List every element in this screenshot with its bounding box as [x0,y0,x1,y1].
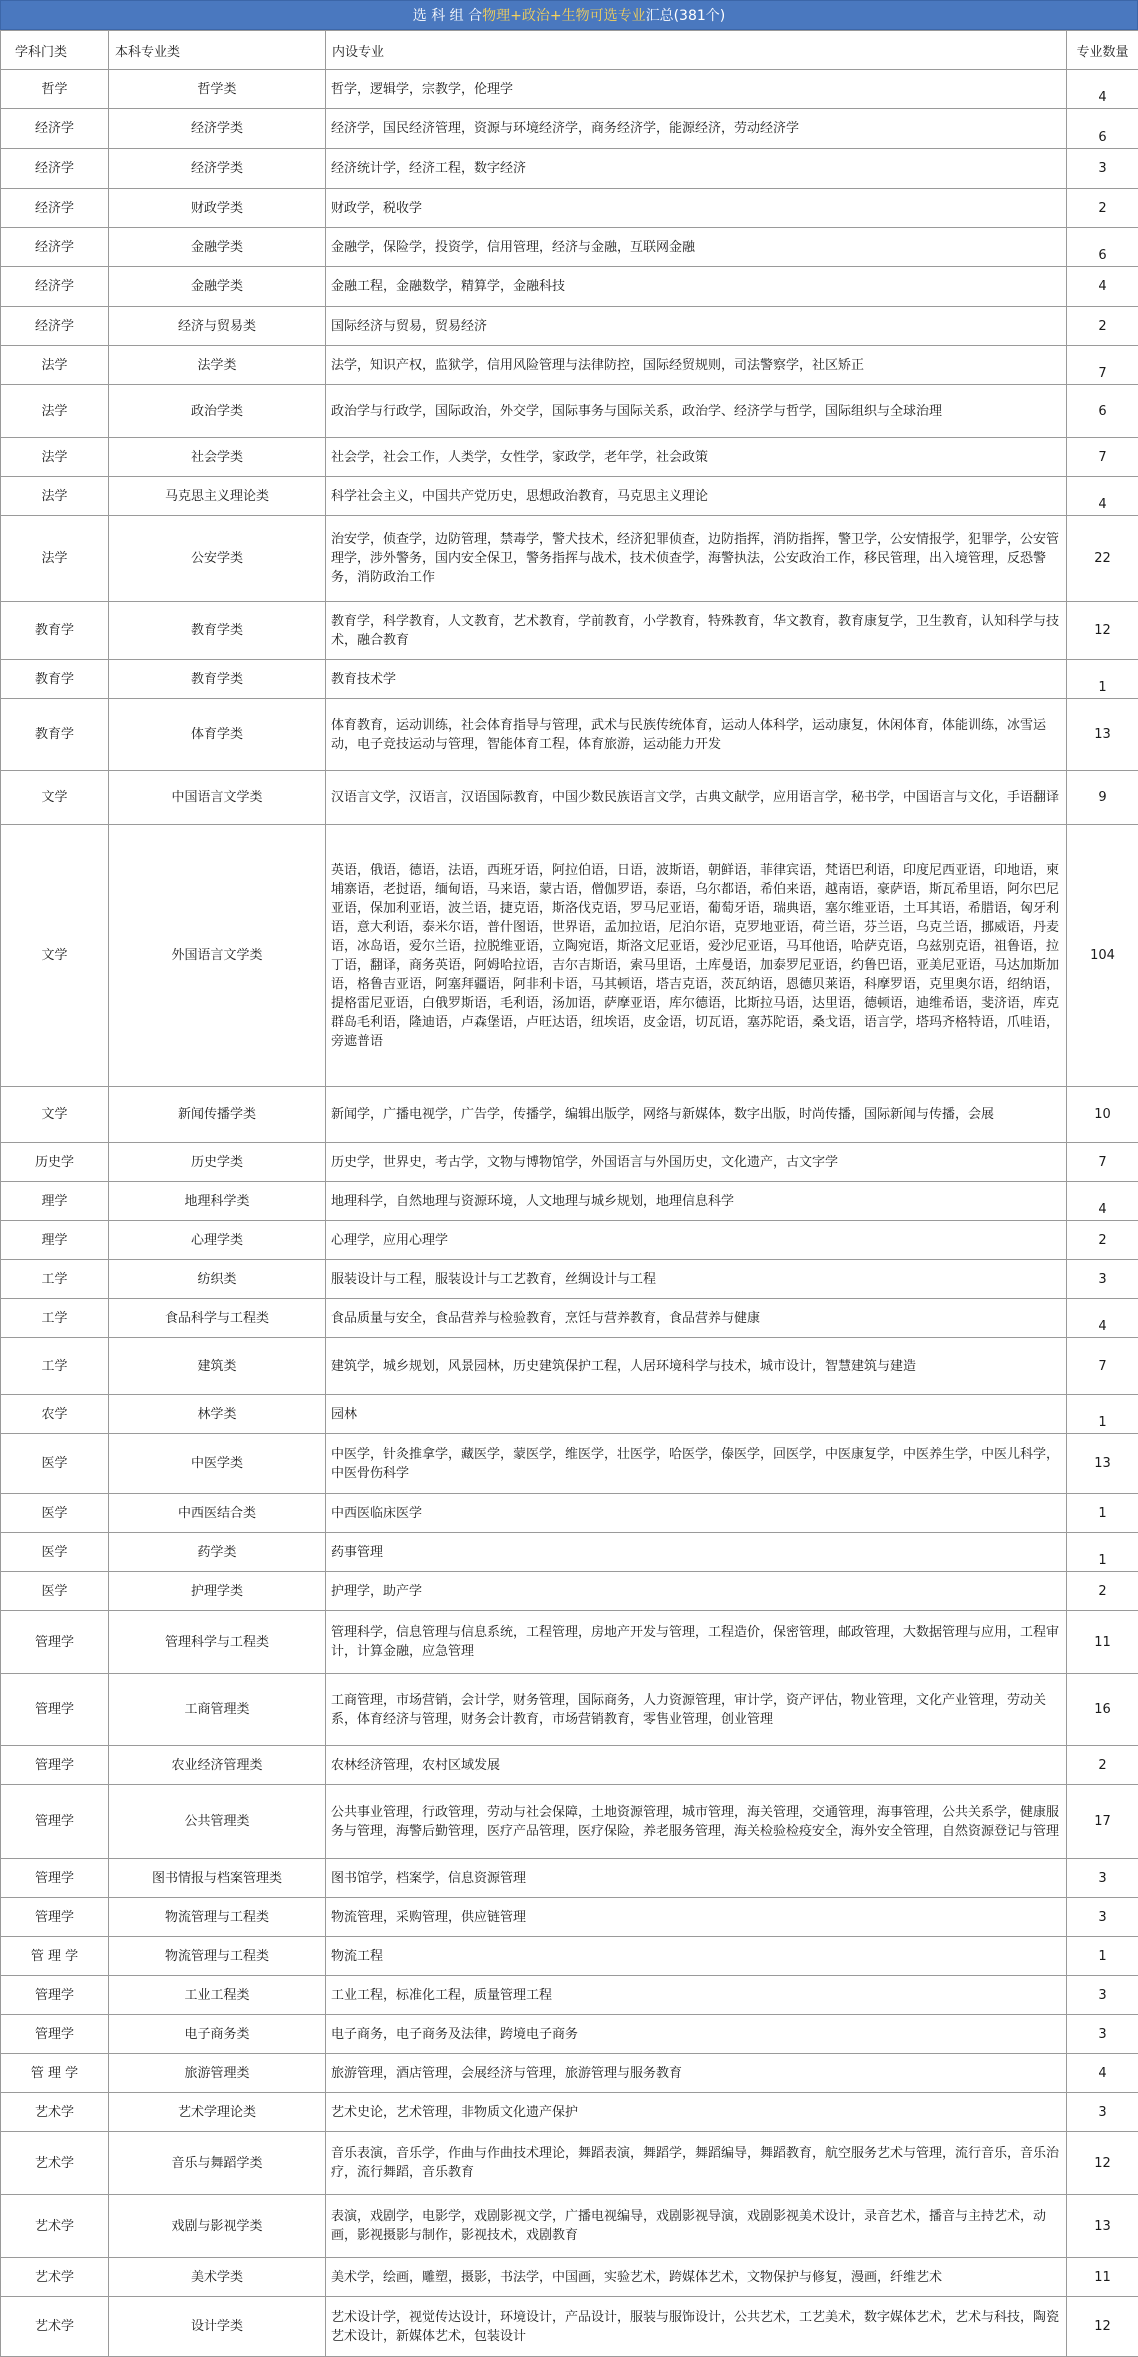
table-row [1,1338,1138,1395]
count-cell: 16 [1067,1674,1138,1746]
major-class-cell: 历史学类 [109,1143,326,1182]
major-class-cell: 物流管理与工程类 [109,1937,326,1976]
table-row [1,1221,1138,1260]
count-cell: 4 [1067,70,1138,109]
table-row [1,699,1138,771]
category-cell: 经济学 [1,149,109,189]
category-cell: 农学 [1,1395,109,1434]
table-row [1,1143,1138,1182]
category-cell: 医学 [1,1572,109,1611]
majors-cell: 建筑学，城乡规划，风景园林，历史建筑保护工程，人居环境科学与技术，城市设计，智慧建筑与建造 [326,1338,1067,1395]
majors-cell: 哲学，逻辑学，宗教学，伦理学 [326,70,1067,109]
count-cell: 7 [1067,1338,1138,1395]
majors-cell: 法学，知识产权，监狱学，信用风险管理与法律防控，国际经贸规则，司法警察学，社区矫正 [326,346,1067,385]
category-cell: 文学 [1,771,109,825]
category-cell: 法学 [1,516,109,602]
major-class-cell: 建筑类 [109,1338,326,1395]
category-cell: 管 理 学 [1,2054,109,2093]
table-row [1,109,1138,149]
count-cell: 2 [1067,1746,1138,1785]
category-cell: 医学 [1,1533,109,1572]
table-row [1,1937,1138,1976]
table-row [1,825,1138,1087]
majors-cell: 科学社会主义，中国共产党历史，思想政治教育，马克思主义理论 [326,477,1067,516]
count-cell: 13 [1067,2195,1138,2258]
category-cell: 法学 [1,477,109,516]
count-cell: 3 [1067,149,1138,189]
major-class-cell: 公安学类 [109,516,326,602]
category-cell: 管理学 [1,1785,109,1859]
table-row [1,1976,1138,2015]
table-row [1,516,1138,602]
count-cell: 1 [1067,660,1138,699]
major-class-cell: 中国语言文学类 [109,771,326,825]
majors-cell: 经济学，国民经济管理，资源与环境经济学，商务经济学，能源经济，劳动经济学 [326,109,1067,149]
table-row [1,1674,1138,1746]
category-cell: 管理学 [1,2015,109,2054]
table-row [1,1572,1138,1611]
category-cell: 经济学 [1,109,109,149]
count-cell: 1 [1067,1494,1138,1533]
table-row [1,1898,1138,1937]
table-row [1,1785,1138,1859]
count-cell: 12 [1067,2297,1138,2357]
major-class-cell: 设计学类 [109,2297,326,2357]
majors-cell: 社会学，社会工作，人类学，女性学，家政学，老年学，社会政策 [326,438,1067,477]
category-cell: 理学 [1,1221,109,1260]
major-class-cell: 地理科学类 [109,1182,326,1221]
majors-cell: 财政学，税收学 [326,189,1067,228]
majors-cell: 政治学与行政学，国际政治，外交学，国际事务与国际关系，政治学、经济学与哲学，国际组织与全球治理 [326,385,1067,438]
count-cell: 3 [1067,2015,1138,2054]
table-row [1,149,1138,189]
table-row [1,1746,1138,1785]
header-count: 专业数量 [1067,31,1138,70]
table-row [1,477,1138,516]
major-class-cell: 物流管理与工程类 [109,1898,326,1937]
header-row [1,31,1138,70]
count-cell: 1 [1067,1533,1138,1572]
majors-cell: 园林 [326,1395,1067,1434]
table-row [1,2093,1138,2132]
table-row [1,2132,1138,2195]
majors-cell: 农林经济管理，农村区域发展 [326,1746,1067,1785]
count-cell: 1 [1067,1937,1138,1976]
majors-cell: 表演，戏剧学，电影学，戏剧影视文学，广播电视编导，戏剧影视导演，戏剧影视美术设计，录音艺术，播音与主持艺术，动画，影视摄影与制作，影视技术，戏剧教育 [326,2195,1067,2258]
major-class-cell: 工业工程类 [109,1976,326,2015]
category-cell: 管理学 [1,1976,109,2015]
count-cell: 3 [1067,1260,1138,1299]
count-cell: 4 [1067,477,1138,516]
major-class-cell: 纺织类 [109,1260,326,1299]
table-row [1,2195,1138,2258]
majors-cell: 金融工程，金融数学，精算学，金融科技 [326,267,1067,307]
major-class-cell: 中西医结合类 [109,1494,326,1533]
category-cell: 管理学 [1,1674,109,1746]
major-class-cell: 电子商务类 [109,2015,326,2054]
major-class-cell: 经济学类 [109,149,326,189]
category-cell: 法学 [1,438,109,477]
category-cell: 经济学 [1,228,109,267]
major-class-cell: 经济学类 [109,109,326,149]
category-cell: 艺术学 [1,2132,109,2195]
count-cell: 17 [1067,1785,1138,1859]
table-row [1,1434,1138,1494]
major-class-cell: 政治学类 [109,385,326,438]
majors-cell: 金融学，保险学，投资学，信用管理，经济与金融，互联网金融 [326,228,1067,267]
majors-cell: 物流工程 [326,1937,1067,1976]
majors-cell: 中医学，针灸推拿学，藏医学，蒙医学，维医学，壮医学，哈医学，傣医学，回医学，中医康复学，中医养生学，中医儿科学，中医骨伤科学 [326,1434,1067,1494]
category-cell: 工学 [1,1260,109,1299]
table-row [1,771,1138,825]
title-prefix: 选 科 组 合 [412,8,483,24]
majors-cell: 教育学，科学教育，人文教育，艺术教育，学前教育，小学教育，特殊教育，华文教育，教育康复学，卫生教育，认知科学与技术，融合教育 [326,602,1067,660]
table-row [1,1533,1138,1572]
table-row [1,346,1138,385]
category-cell: 经济学 [1,307,109,346]
table-row [1,1859,1138,1898]
category-cell: 艺术学 [1,2297,109,2357]
majors-cell: 食品质量与安全，食品营养与检验教育，烹饪与营养教育，食品营养与健康 [326,1299,1067,1338]
major-class-cell: 金融学类 [109,228,326,267]
majors-cell: 美术学，绘画，雕塑，摄影，书法学，中国画，实验艺术，跨媒体艺术，文物保护与修复，漫画，纤维艺术 [326,2258,1067,2297]
category-cell: 哲学 [1,70,109,109]
count-cell: 12 [1067,602,1138,660]
count-cell: 2 [1067,307,1138,346]
count-cell: 6 [1067,228,1138,267]
table-row [1,2297,1138,2357]
category-cell: 医学 [1,1434,109,1494]
count-cell: 22 [1067,516,1138,602]
major-class-cell: 戏剧与影视学类 [109,2195,326,2258]
major-class-cell: 法学类 [109,346,326,385]
majors-cell: 工业工程，标准化工程，质量管理工程 [326,1976,1067,2015]
majors-cell: 物流管理，采购管理，供应链管理 [326,1898,1067,1937]
category-cell: 经济学 [1,189,109,228]
count-cell: 9 [1067,771,1138,825]
table-row [1,2258,1138,2297]
table-row [1,438,1138,477]
major-class-cell: 音乐与舞蹈学类 [109,2132,326,2195]
majors-cell: 国际经济与贸易，贸易经济 [326,307,1067,346]
category-cell: 教育学 [1,699,109,771]
major-class-cell: 中医学类 [109,1434,326,1494]
majors-cell: 历史学，世界史，考古学，文物与博物馆学，外国语言与外国历史，文化遗产，古文字学 [326,1143,1067,1182]
count-cell: 4 [1067,2054,1138,2093]
table-row [1,1611,1138,1674]
majors-cell: 治安学，侦查学，边防管理，禁毒学，警犬技术，经济犯罪侦查，边防指挥，消防指挥，警卫学，公安情报学，犯罪学，公安管理学，涉外警务，国内安全保卫，警务指挥与战术，技术侦查学，海警执法，公安政治工作，移民管理，出入境管理，反恐警务，消防政治工作 [326,516,1067,602]
header-major-class: 本科专业类 [109,31,326,70]
major-class-cell: 外国语言文学类 [109,825,326,1087]
major-class-cell: 心理学类 [109,1221,326,1260]
category-cell: 管理学 [1,1611,109,1674]
category-cell: 管 理 学 [1,1937,109,1976]
category-cell: 工学 [1,1338,109,1395]
major-class-cell: 体育学类 [109,699,326,771]
count-cell: 4 [1067,1299,1138,1338]
count-cell: 11 [1067,1611,1138,1674]
category-cell: 教育学 [1,602,109,660]
majors-cell: 音乐表演，音乐学，作曲与作曲技术理论，舞蹈表演，舞蹈学，舞蹈编导，舞蹈教育，航空服务艺术与管理，流行音乐，音乐治疗，流行舞蹈，音乐教育 [326,2132,1067,2195]
count-cell: 10 [1067,1087,1138,1143]
count-cell: 104 [1067,825,1138,1087]
major-class-cell: 社会学类 [109,438,326,477]
table-row [1,2054,1138,2093]
table-row [1,1260,1138,1299]
major-class-cell: 财政学类 [109,189,326,228]
count-cell: 12 [1067,2132,1138,2195]
category-cell: 医学 [1,1494,109,1533]
major-class-cell: 药学类 [109,1533,326,1572]
major-class-cell: 教育学类 [109,602,326,660]
major-class-cell: 食品科学与工程类 [109,1299,326,1338]
majors-cell: 公共事业管理，行政管理，劳动与社会保障，土地资源管理，城市管理，海关管理，交通管理，海事管理，公共关系学，健康服务与管理，海警后勤管理，医疗产品管理，医疗保险，养老服务管理，海关检验检疫安全，海外安全管理，自然资源登记与管理 [326,1785,1067,1859]
count-cell: 2 [1067,1572,1138,1611]
major-class-cell: 工商管理类 [109,1674,326,1746]
count-cell: 2 [1067,189,1138,228]
count-cell: 7 [1067,346,1138,385]
count-cell: 6 [1067,109,1138,149]
category-cell: 艺术学 [1,2258,109,2297]
table-row [1,1299,1138,1338]
count-cell: 3 [1067,1859,1138,1898]
category-cell: 法学 [1,346,109,385]
category-cell: 文学 [1,825,109,1087]
majors-cell: 教育技术学 [326,660,1067,699]
major-class-cell: 教育学类 [109,660,326,699]
table-row [1,307,1138,346]
table-row [1,1395,1138,1434]
count-cell: 13 [1067,699,1138,771]
majors-cell: 心理学，应用心理学 [326,1221,1067,1260]
count-cell: 13 [1067,1434,1138,1494]
category-cell: 经济学 [1,267,109,307]
category-cell: 文学 [1,1087,109,1143]
major-class-cell: 哲学类 [109,70,326,109]
majors-cell: 地理科学，自然地理与资源环境，人文地理与城乡规划，地理信息科学 [326,1182,1067,1221]
table-row [1,1494,1138,1533]
table-row [1,267,1138,307]
table-row [1,660,1138,699]
category-cell: 艺术学 [1,2093,109,2132]
majors-cell: 工商管理，市场营销，会计学，财务管理，国际商务，人力资源管理，审计学，资产评估，物业管理，文化产业管理，劳动关系，体育经济与管理，财务会计教育，市场营销教育，零售业管理，创业管理 [326,1674,1067,1746]
major-class-cell: 图书情报与档案管理类 [109,1859,326,1898]
table-row [1,70,1138,109]
table-row [1,1182,1138,1221]
major-class-cell: 林学类 [109,1395,326,1434]
count-cell: 7 [1067,438,1138,477]
count-cell: 7 [1067,1143,1138,1182]
majors-cell: 服装设计与工程，服装设计与工艺教育，丝绸设计与工程 [326,1260,1067,1299]
majors-cell: 旅游管理，酒店管理，会展经济与管理，旅游管理与服务教育 [326,2054,1067,2093]
count-cell: 1 [1067,1395,1138,1434]
majors-cell: 汉语言文学，汉语言，汉语国际教育，中国少数民族语言文学，古典文献学，应用语言学，秘书学，中国语言与文化，手语翻译 [326,771,1067,825]
count-cell: 2 [1067,1221,1138,1260]
category-cell: 管理学 [1,1746,109,1785]
table-row [1,1087,1138,1143]
majors-cell: 护理学，助产学 [326,1572,1067,1611]
major-class-cell: 马克思主义理论类 [109,477,326,516]
table-row [1,189,1138,228]
majors-cell: 图书馆学，档案学，信息资源管理 [326,1859,1067,1898]
major-class-cell: 旅游管理类 [109,2054,326,2093]
title-suffix: 汇总(381个) [645,8,726,24]
count-cell: 4 [1067,267,1138,307]
major-class-cell: 管理科学与工程类 [109,1611,326,1674]
majors-cell: 中西医临床医学 [326,1494,1067,1533]
header-category: 学科门类 [1,31,109,70]
majors-cell: 艺术设计学，视觉传达设计，环境设计，产品设计，服装与服饰设计，公共艺术，工艺美术，数字媒体艺术，艺术与科技，陶瓷艺术设计，新媒体艺术，包装设计 [326,2297,1067,2357]
majors-cell: 体育教育，运动训练，社会体育指导与管理，武术与民族传统体育，运动人体科学，运动康复，休闲体育，体能训练，冰雪运动，电子竞技运动与管理，智能体育工程，体育旅游，运动能力开发 [326,699,1067,771]
category-cell: 管理学 [1,1859,109,1898]
major-class-cell: 农业经济管理类 [109,1746,326,1785]
count-cell: 3 [1067,1976,1138,2015]
table-row [1,602,1138,660]
majors-cell: 管理科学，信息管理与信息系统，工程管理，房地产开发与管理，工程造价，保密管理，邮政管理，大数据管理与应用，工程审计，计算金融，应急管理 [326,1611,1067,1674]
count-cell: 3 [1067,2093,1138,2132]
category-cell: 历史学 [1,1143,109,1182]
count-cell: 4 [1067,1182,1138,1221]
major-class-cell: 金融学类 [109,267,326,307]
category-cell: 艺术学 [1,2195,109,2258]
majors-table [0,30,1138,2357]
major-class-cell: 新闻传播学类 [109,1087,326,1143]
majors-cell: 英语，俄语，德语，法语，西班牙语，阿拉伯语，日语，波斯语，朝鲜语，菲律宾语，梵语巴利语，印度尼西亚语，印地语，柬埔寨语，老挝语，缅甸语，马来语，蒙古语，僧伽罗语，泰语，乌尔都语，希伯来语，越南语，豪萨语，斯瓦希里语，阿尔巴尼亚语，保加利亚语，波兰语，捷克语，斯洛伐克语，罗马尼亚语，葡萄牙语，瑞典语，塞尔维亚语，土耳其语，希腊语，匈牙利语，意大利语，泰米尔语，普什图语，世界语，孟加拉语，尼泊尔语，克罗地亚语，荷兰语，芬兰语，乌克兰语，挪威语，丹麦语，冰岛语，爱尔兰语，拉脱维亚语，立陶宛语，斯洛文尼亚语，爱沙尼亚语，马耳他语，哈萨克语，乌兹别克语，祖鲁语，拉丁语，翻译，商务英语，阿姆哈拉语，吉尔吉斯语，索马里语，土库曼语，加泰罗尼亚语，约鲁巴语，亚美尼亚语，马达加斯加语，格鲁吉亚语，阿塞拜疆语，阿非利卡语，马其顿语，塔吉克语，茨瓦纳语，恩德贝莱语，科摩罗语，克里奥尔语，绍纳语，提格雷尼亚语，白俄罗斯语，毛利语，汤加语，萨摩亚语，库尔德语，比斯拉马语，达里语，德顿语，迪维希语，斐济语，库克群岛毛利语，隆迪语，卢森堡语，卢旺达语，纽埃语，皮金语，切瓦语，塞苏陀语，桑戈语，语言学，塔玛齐格特语，爪哇语，旁遮普语 [326,825,1067,1087]
count-cell: 6 [1067,385,1138,438]
majors-cell: 经济统计学，经济工程，数字经济 [326,149,1067,189]
major-class-cell: 经济与贸易类 [109,307,326,346]
title-combo: 物理+政治+生物可选专业 [482,8,646,24]
category-cell: 管理学 [1,1898,109,1937]
category-cell: 理学 [1,1182,109,1221]
major-class-cell: 艺术学理论类 [109,2093,326,2132]
header-majors: 内设专业 [326,31,1067,70]
majors-cell: 药事管理 [326,1533,1067,1572]
majors-cell: 新闻学，广播电视学，广告学，传播学，编辑出版学，网络与新媒体，数字出版，时尚传播，国际新闻与传播，会展 [326,1087,1067,1143]
major-class-cell: 美术学类 [109,2258,326,2297]
majors-cell: 艺术史论，艺术管理，非物质文化遗产保护 [326,2093,1067,2132]
table-row [1,2015,1138,2054]
major-class-cell: 公共管理类 [109,1785,326,1859]
major-class-cell: 护理学类 [109,1572,326,1611]
count-cell: 11 [1067,2258,1138,2297]
table-title [0,0,1138,30]
majors-cell: 电子商务，电子商务及法律，跨境电子商务 [326,2015,1067,2054]
category-cell: 工学 [1,1299,109,1338]
count-cell: 3 [1067,1898,1138,1937]
table-row [1,385,1138,438]
category-cell: 法学 [1,385,109,438]
table-row [1,228,1138,267]
category-cell: 教育学 [1,660,109,699]
